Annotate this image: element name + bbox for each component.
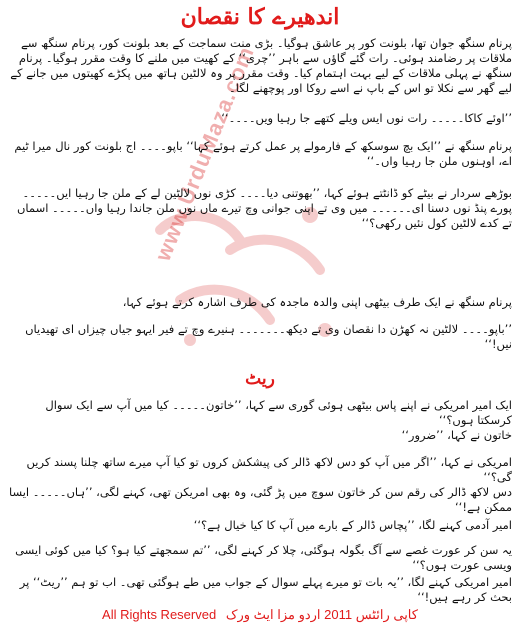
story2-paragraph-1: ایک امیر امریکی نے اپنے پاس بیٹھی ہوئی گوری سے کہا، ’’خاتون۔۔۔۔۔ کیا میں آپ سے ایک سوال کرسکتا ہوں؟‘‘ [45,398,512,427]
story2-paragraph-5: امیر آدمی کہنے لگا، ’’پچاس ڈالر کے بارے میں آپ کا کیا خیال ہے؟‘‘ [193,518,512,532]
story2-paragraph-6: یہ سن کر عورت غصے سے آگ بگولہ ہوگئی، چلا کر کہنے لگی، ’’تم سمجھتے کیا ہو؟ کیا میں کوئی ایسی ویسی عورت ہوں؟‘‘ [15,543,512,572]
story2-paragraph-2: خاتون نے کہا، ’’ضرور‘‘ [401,428,512,442]
footer-english: All Rights Reserved [102,607,217,622]
story1-paragraph-4: بوڑھے سردار نے بیٹے کو ڈانٹتے ہوئے کہا، ’’بھوتنی دیا۔۔۔۔ کڑی نوں لالٹین لے کے ملن جا رہیا ایں۔۔۔۔۔ پورے پنڈ نوں دسنا ای۔۔۔۔۔۔ میں وی تے اپنی جوانی وچ تیرے ماں نوں ملن جاندا رہیا واں۔۔۔۔۔ اسماں تے کدے لالٹین کول نئیں رکھی؟‘‘ [16,186,512,230]
story-title: اندھیرے کا نقصان [180,4,340,30]
story2-paragraph-3: امریکی نے کہا، ’’اگر میں آپ کو دس لاکھ ڈالر کی پیشکش کروں تو کیا آپ میرے ساتھ چلنا پسند کریں گی؟‘‘ [26,455,512,484]
story2-paragraph-7: امیر امریکی کہنے لگا، ’’یہ بات تو میرے پہلے سوال کے جواب میں طے ہوگئی تھی۔ اب تو ہم ’’ریٹ‘‘ پر بحث کر رہے ہیں!‘‘ [19,575,512,604]
watermark-url: www.UrduMaza.com [150,42,260,265]
story1-paragraph-3: پرنام سنگھ نے ’’ایک بچ سوسکھ کے فارمولے پر عمل کرتے ہوئے کہا‘‘ باپو۔۔۔۔ اج بلونت کور نال میرا ٹیم اے، اوہنوں ملن جا رہیا واں۔‘‘ [14,139,512,168]
footer-urdu: کاپی رائٹس 2011 اردو مزا ایٹ ورک [225,607,418,622]
story1-paragraph-5: پرنام سنگھ نے ایک طرف بیٹھی اپنی والدہ ماجدہ کی طرف اشارہ کرتے ہوئے کہا، [122,295,512,309]
story2-paragraph-4: دس لاکھ ڈالر کی رقم سن کر خاتون سوچ میں پڑ گئی، وہ بھی امریکن تھی، کہنے لگی، ’’ہاں۔۔۔۔۔ ایسا ممکن ہے!‘‘ [8,485,512,514]
copyright-footer [0,607,520,623]
story1-paragraph-1: پرنام سنگھ جوان تھا، بلونت کور پر عاشق ہوگیا۔ بڑی منت سماجت کے بعد بلونت کور، پرنام سنگھ سے ملاقات پر رضامند ہوئی۔ رات گئے گاؤں سے باہر ’’چری‘‘ کے کھیت میں ملنے کا وقت مقرر ہوگیا۔ پرنام سنگھ نے پہلی ملاقات کے لیے بہت اہتمام کیا۔ وقت مقرر پر وہ لالٹین ہاتھ میں پکڑے کھیتوں میں جانے کے لیے گھر سے نکلا تو اس کے باپ نے اسے روکا اور پوچھنے لگا۔ [10,36,512,95]
story1-paragraph-2: ’’اوئے کاکا۔۔۔۔۔ رات نوں ایس ویلے کتھے جا رہیا ویں۔۔۔۔‘‘ [221,111,512,125]
story1-paragraph-6: ’’باپو۔۔۔۔ لالٹین نہ کھڑن دا نقصان وی تے دیکھ۔۔۔۔۔۔۔ ہنیرے وچ تے فیر ایہو جیاں چیزاں ای تھیدیاں نیں!‘‘ [25,322,512,351]
section2-title: ریٹ [245,369,275,389]
